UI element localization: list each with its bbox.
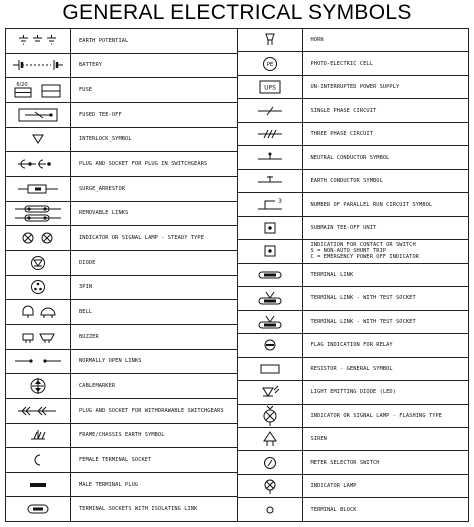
legend-row (238, 193, 469, 216)
terminal-block-icon (238, 498, 303, 520)
earth-conductor-icon (238, 170, 303, 192)
surge-arrestor-icon (6, 177, 71, 201)
legend-row (238, 76, 469, 99)
single-phase-icon (238, 99, 303, 121)
symbol-label: EARTH CONDUCTOR SYMBOL (310, 178, 383, 185)
legend-row (6, 177, 237, 202)
legend-row (6, 128, 237, 153)
symbol-label: SIREN (310, 436, 327, 443)
legend-row (6, 78, 237, 103)
legend-row (6, 325, 237, 350)
symbol-label: EARTH POTENTIAL (79, 37, 129, 44)
legend-row (6, 276, 237, 301)
three-pin-icon (6, 276, 71, 300)
symbol-label: PLUG AND SOCKET FOR WITHDRAWABLE SWITCHGEARS (79, 407, 224, 414)
symbol-label: INDICATOR OR SIGNAL LAMP - FLASHING TYPE (310, 412, 443, 419)
legend-row (238, 240, 469, 263)
symbol-label: BUZZER (79, 333, 99, 340)
battery-icon (6, 54, 71, 78)
legend-row (6, 374, 237, 399)
symbol-label: BATTERY (79, 62, 103, 69)
siren-icon (238, 428, 303, 450)
symbol-label: INTERLOCK_SYMBOL (79, 136, 132, 143)
legend-row (238, 123, 469, 146)
resistor-icon (238, 358, 303, 380)
three-phase-icon (238, 123, 303, 145)
meter-selector-icon (238, 451, 303, 473)
legend-row (6, 473, 237, 498)
submain-tee-off-icon (238, 217, 303, 239)
ups-icon (238, 76, 303, 98)
legend-row (6, 202, 237, 227)
neutral-conductor-icon (238, 146, 303, 168)
legend-row (6, 399, 237, 424)
legend-row (238, 264, 469, 287)
symbol-label: FUSED TEE-OFF (79, 111, 122, 118)
symbol-label: LIGHT EMITTING DIODE (LED) (310, 389, 397, 396)
legend-row (238, 381, 469, 404)
symbol-label: SURGE_ARRESTOR (79, 185, 126, 192)
symbol-label: FLAG INDICATION FOR RELAY (310, 342, 393, 349)
terminal-link-test-icon (238, 287, 303, 309)
led-icon (238, 381, 303, 403)
symbol-label: HORN (310, 37, 324, 44)
symbol-label: NUMBER OF PARALLEL RUN CIRCUIT SYMBOL (310, 201, 433, 208)
legend-row (238, 334, 469, 357)
removable-links-icon (6, 202, 71, 226)
cablemarker-icon (6, 374, 71, 398)
legend-row (6, 251, 237, 276)
legend-row (6, 103, 237, 128)
diode-icon (6, 251, 71, 275)
symbol-label: FEMALE TERMINAL SOCKET (79, 456, 152, 463)
legend-row (238, 451, 469, 474)
symbol-label: PHOTO-ELECTRIC CELL (310, 60, 373, 67)
legend-row (238, 52, 469, 75)
horn-icon (238, 29, 303, 51)
flag-indication-icon (238, 334, 303, 356)
symbol-label: MALE TERMINAL PLUG (79, 481, 139, 488)
legend-row (238, 146, 469, 169)
earth-potential-icon (6, 29, 71, 53)
legend-row (238, 311, 469, 334)
legend-row (238, 475, 469, 498)
symbol-label: NORMALLY OPEN LINKS (79, 358, 142, 365)
fuse-icon (6, 78, 71, 102)
interlock-icon (6, 128, 71, 152)
legend-row (238, 287, 469, 310)
legend-row (6, 350, 237, 375)
symbol-label: METER SELECTOR SWITCH (310, 459, 380, 466)
page-title: GENERAL ELECTRICAL SYMBOLS (62, 1, 412, 24)
legend-row (6, 448, 237, 473)
symbol-label: FRAME/CHASSIS EARTH SYMBOL (79, 432, 165, 439)
buzzer-icon (6, 325, 71, 349)
svg-text:3: 3 (277, 197, 282, 205)
symbol-label: FUSE (79, 87, 93, 94)
legend-row (238, 428, 469, 451)
legend-row (238, 498, 469, 520)
fused-tee-off-icon (6, 103, 71, 127)
parallel-run-icon (238, 193, 303, 215)
right-column (238, 29, 469, 521)
symbol-label: INDICATOR OR SIGNAL LAMP - STEADY TYPE (79, 235, 204, 242)
legend-row (6, 152, 237, 177)
legend-row (238, 170, 469, 193)
symbol-label: TERMINAL SOCKETS WITH ISOLATING LINK (79, 506, 198, 513)
male-plug-icon (6, 473, 71, 497)
symbol-label: REMOVABLE LINKS (79, 210, 129, 217)
symbol-label: INDICATOR LAMP (310, 483, 357, 490)
legend-row (6, 226, 237, 251)
symbol-label: BELL (79, 309, 93, 316)
photo-cell-icon (238, 52, 303, 74)
symbol-label: PLUG AND SOCKET FOR PLUG IN SWITCHGEARS (79, 161, 208, 168)
symbol-label: RESISTOR - GENERAL SYMBOL (310, 365, 393, 372)
legend-row (238, 405, 469, 428)
symbol-label: 3PIN (79, 284, 93, 291)
symbol-label: CABLEMARKER (79, 383, 116, 390)
isolating-link-icon (6, 497, 71, 521)
legend-row (238, 217, 469, 240)
symbol-label: DIODE (79, 259, 96, 266)
withdrawable-plug-icon (6, 399, 71, 423)
flashing-lamp-icon (238, 405, 303, 427)
symbol-label: INDICATION FOR CONTACT OR SWITCH S = NON-AUTO SHUNT TRIP C = EMERGENCY POWER OFF INDICATOR (310, 242, 420, 261)
left-column (6, 29, 238, 521)
indicator-lamp-icon (238, 475, 303, 497)
legend-row (238, 358, 469, 381)
legend-row (238, 29, 469, 52)
legend-row (6, 54, 237, 79)
symbol-label: NEUTRAL CONDUCTOR SYMBOL (310, 154, 390, 161)
svg-text:UPS: UPS (263, 84, 276, 92)
plug-socket-icon (6, 152, 71, 176)
symbol-legend-table (5, 28, 469, 522)
svg-text:PE: PE (266, 61, 273, 68)
normally-open-links-icon (6, 350, 71, 374)
symbol-label: SINGLE PHASE CIRCUIT (310, 107, 377, 114)
chassis-earth-icon (6, 424, 71, 448)
legend-row (6, 424, 237, 449)
symbol-label: SUBMAIN TEE-OFF UNIT (310, 224, 377, 231)
symbol-label: THREE PHASE CIRCUIT (310, 131, 373, 138)
symbol-label: TERMINAL LINK (310, 271, 354, 278)
terminal-link-test-icon-2 (238, 311, 303, 333)
signal-lamp-icon (6, 226, 71, 250)
svg-text:6/20: 6/20 (16, 82, 28, 89)
symbol-label: TERMINAL BLOCK (310, 506, 357, 513)
symbol-label: TERMINAL LINK - WITH TEST SOCKET (310, 318, 416, 325)
bell-icon (6, 300, 71, 324)
legend-row (6, 29, 237, 54)
legend-row (6, 497, 237, 521)
contact-indication-icon (238, 240, 303, 262)
legend-row (238, 99, 469, 122)
symbol-label: UN-INTERRUPTED POWER SUPPLY (310, 84, 400, 91)
terminal-link-icon (238, 264, 303, 286)
female-socket-icon (6, 448, 71, 472)
symbol-label: TERMINAL LINK - WITH TEST SOCKET (310, 295, 416, 302)
legend-row (6, 300, 237, 325)
